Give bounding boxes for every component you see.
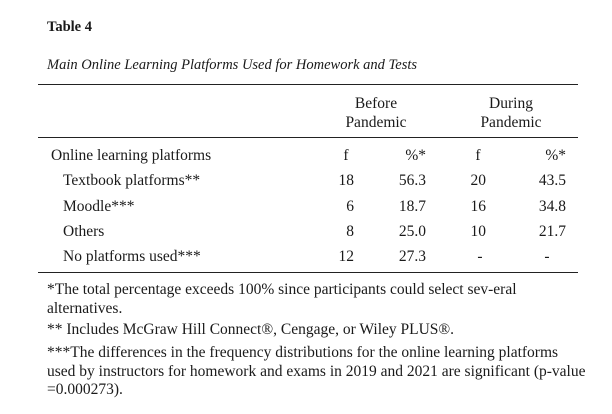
cell-during-f: 10 [470,223,486,240]
col-header-label: Online learning platforms [51,147,212,164]
row-label: Textbook platforms** [63,172,201,189]
group-header-during [451,94,571,132]
note-significance: ***The differences in the frequency distributions for the online learning platforms used by instructors for homework and exams in 2019 and 2021 are significant (p-value =0.000273). [47,344,586,398]
cell-before-f: 18 [338,172,354,189]
cell-before-pct: 56.3 [398,172,426,189]
top-rule [38,84,578,85]
cell-before-f: 8 [346,223,354,240]
col-header-before-pct: %* [405,147,426,164]
cell-during-pct: - [544,248,550,265]
header-rule [38,137,578,138]
row-label: Others [63,223,105,240]
cell-before-pct: 25.0 [398,223,426,240]
table-caption: Main Online Learning Platforms Used for Homework and Tests [47,57,418,73]
col-header-during-pct: %* [545,147,566,164]
cell-during-pct: 21.7 [538,223,566,240]
cell-during-f: 20 [470,172,486,189]
cell-during-pct: 43.5 [538,172,566,189]
group-header-before-line1: Before [354,95,398,112]
table-label: Table 4 [47,19,92,35]
note-percentage: *The total percentage exceeds 100% since participants could select sev-eral alternatives. [47,281,517,317]
cell-before-f: 6 [346,198,354,215]
cell-before-f: 12 [338,248,354,265]
col-header-before-f: f [343,147,349,164]
col-header-during-f: f [475,147,481,164]
note-textbook: ** Includes McGraw Hill Connect®, Cengage, or Wiley PLUS®. [47,321,455,338]
group-header-during-line2: Pandemic [480,114,542,131]
group-header-during-line1: During [489,95,533,112]
cell-before-pct: 27.3 [398,248,426,265]
row-label: Moodle*** [63,198,135,215]
group-header-before-line2: Pandemic [345,114,407,131]
cell-during-f: - [477,248,483,265]
cell-before-pct: 18.7 [398,198,426,215]
cell-during-f: 16 [470,198,486,215]
group-header-before [316,94,436,132]
row-label: No platforms used*** [63,248,201,265]
cell-during-pct: 34.8 [538,198,566,215]
bottom-rule [38,272,578,273]
